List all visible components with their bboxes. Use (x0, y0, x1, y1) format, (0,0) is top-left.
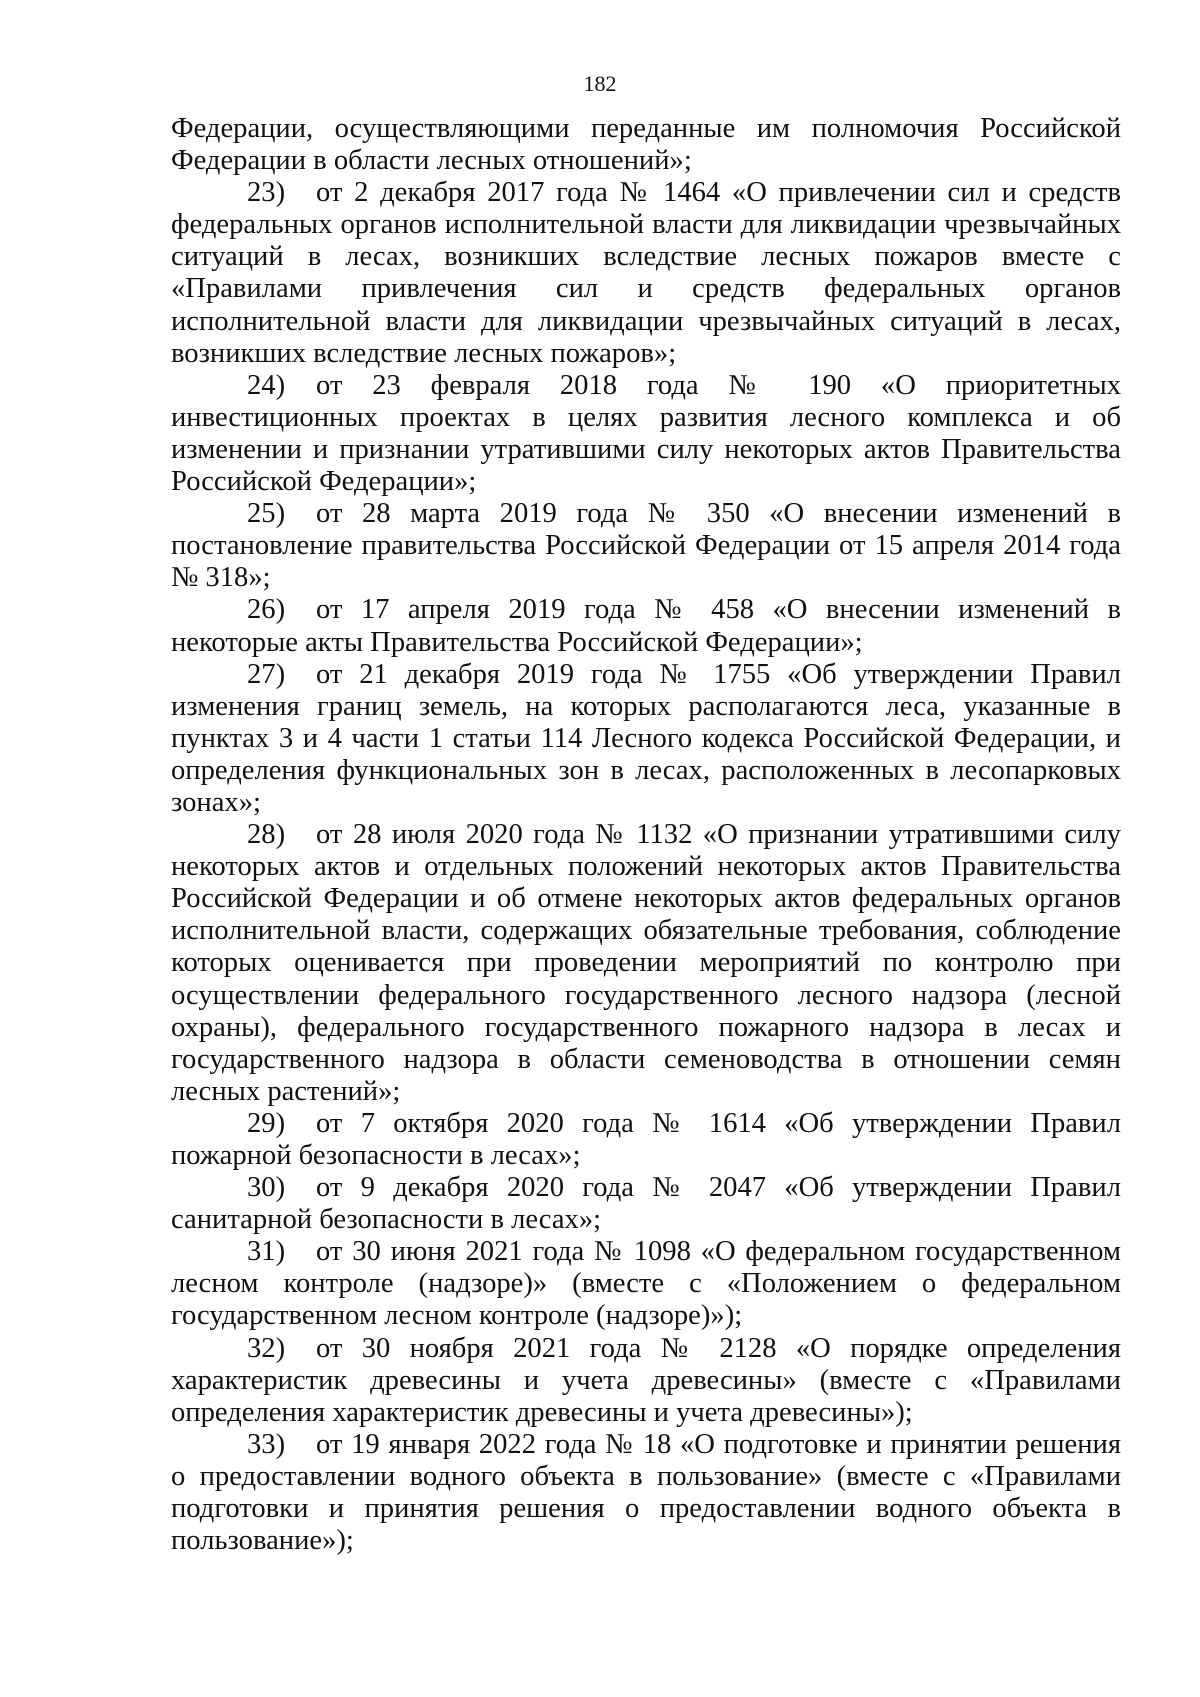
list-item-text: от 17 апреля 2019 года № 458 «О внесении изменений в некоторые акты Правительства Российской Федерации»; (171, 594, 1121, 658)
list-item-number: 25) (247, 498, 286, 530)
list-item-text: от 30 июня 2021 года № 1098 «О федеральном государственном лесном контроле (надзоре)» (вместе с «Положением о федеральном государственном лесном контроле (надзоре)»); (171, 1236, 1121, 1332)
list-item-27 (171, 659, 1121, 819)
continuation-paragraph: Федерации, осуществляющими переданные им полномочия Российской Федерации в области лесных отношений»; (171, 113, 1121, 177)
list-item-number: 23) (247, 177, 286, 209)
list-item-text: от 28 июля 2020 года № 1132 «О признании утратившими силу некоторых актов и отдельных положений некоторых актов Правительства Российской Федерации и об отмене некоторых актов федеральных органов исполнительной власти, содержащих обязательные требования, соблюдение которых оценивается при проведении мероприятий по контролю при осуществлении федерального государственного лесного надзора (лесной охраны), федерального государственного пожарного надзора в лесах и государственного надзора в области семеноводства в отношении семян лесных растений»; (171, 819, 1121, 1107)
list-item-28 (171, 819, 1121, 1108)
list-item-number: 26) (247, 594, 286, 626)
list-item-number: 33) (247, 1428, 286, 1460)
list-item-text: от 9 декабря 2020 года № 2047 «Об утверждении Правил санитарной безопасности в лесах»; (171, 1172, 1121, 1236)
list-item-number: 24) (247, 369, 286, 401)
list-item-23 (171, 177, 1121, 370)
list-item-number: 31) (247, 1236, 286, 1268)
list-item-number: 32) (247, 1332, 286, 1364)
list-item-text: от 21 декабря 2019 года № 1755 «Об утверждении Правил изменения границ земель, на которых располагаются леса, указанные в пунктах 3 и 4 части 1 статьи 114 Лесного кодекса Российской Федерации, и определения функциональных зон в лесах, расположенных в лесопарковых зонах»; (171, 658, 1121, 818)
list-item-text: от 30 ноября 2021 года № 2128 «О порядке определения характеристик древесины и учета древесины» (вместе с «Правилами определения характеристик древесины и учета древесины»); (171, 1332, 1121, 1428)
list-item-number: 30) (247, 1172, 286, 1204)
list-item-text: от 28 марта 2019 года № 350 «О внесении изменений в постановление правительства Российской Федерации от 15 апреля 2014 года № 318»; (171, 498, 1121, 594)
list-item-25 (171, 498, 1121, 594)
document-body (171, 113, 1121, 1557)
list-item-text: от 19 января 2022 года № 18 «О подготовке и принятии решения о предоставлении водного объекта в пользование» (вместе с «Правилами подготовки и принятия решения о предоставлении водного объекта в пользование»); (171, 1428, 1121, 1557)
list-item-31 (171, 1236, 1121, 1332)
list-item-29 (171, 1108, 1121, 1172)
list-item-33 (171, 1429, 1121, 1557)
list-item-number: 27) (247, 658, 286, 690)
list-item-number: 29) (247, 1107, 286, 1139)
list-item-text: от 7 октября 2020 года № 1614 «Об утверждении Правил пожарной безопасности в лесах»; (171, 1107, 1121, 1171)
page-number: 182 (583, 71, 617, 96)
list-item-number: 28) (247, 819, 286, 851)
list-item-26 (171, 594, 1121, 658)
list-item-text: от 23 февраля 2018 года № 190 «О приоритетных инвестиционных проектах в целях развития лесного комплекса и об изменении и признании утратившими силу некоторых актов Правительства Российской Федерации»; (171, 369, 1121, 498)
list-item-32 (171, 1333, 1121, 1429)
list-item-24 (171, 370, 1121, 498)
list-item-30 (171, 1172, 1121, 1236)
list-item-text: от 2 декабря 2017 года № 1464 «О привлечении сил и средств федеральных органов исполнительной власти для ликвидации чрезвычайных ситуаций в лесах, возникших вследствие лесных пожаров вместе с «Правилами привлечения сил и средств федеральных органов исполнительной власти для ликвидации чрезвычайных ситуаций в лесах, возникших вследствие лесных пожаров»; (171, 177, 1121, 369)
